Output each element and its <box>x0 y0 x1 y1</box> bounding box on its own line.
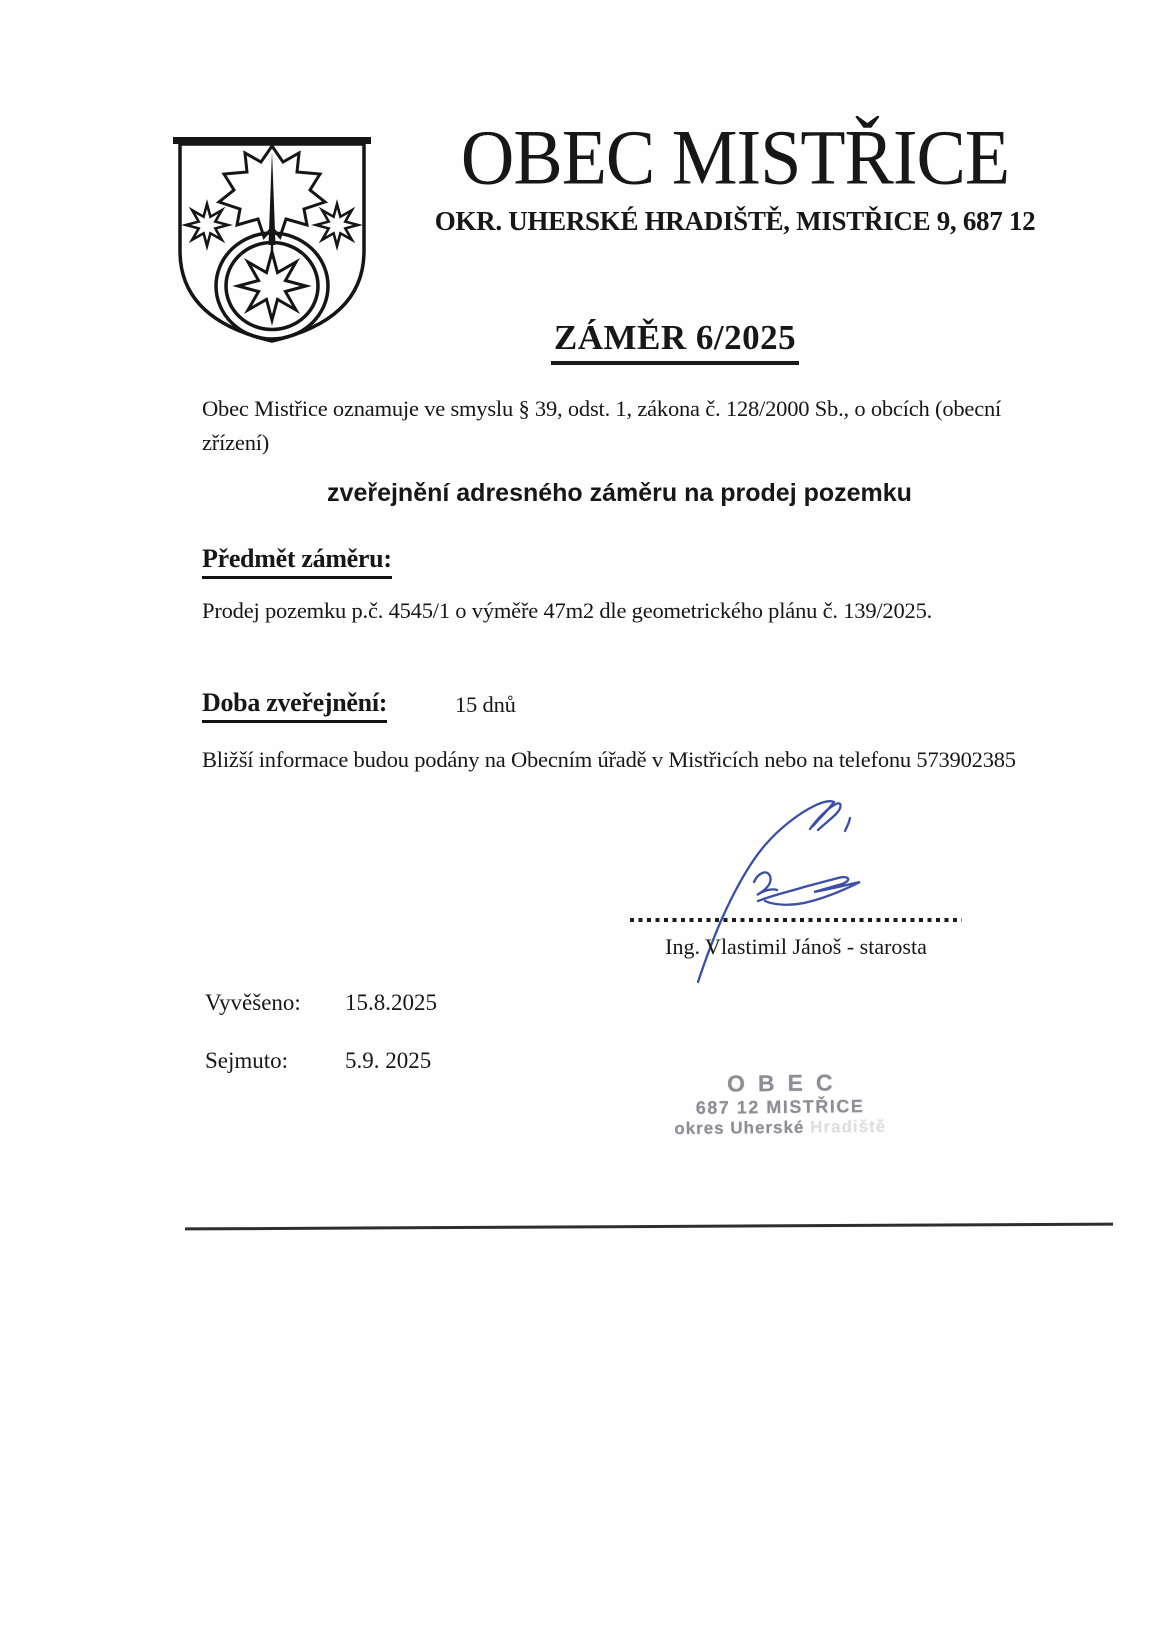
stamp-line-3 <box>652 1117 908 1140</box>
removed-label: Sejmuto: <box>205 1048 289 1073</box>
header-block <box>400 114 1070 237</box>
document-title-wrap <box>480 318 870 365</box>
star-right-icon <box>316 204 358 246</box>
signature-zigzag <box>758 877 860 905</box>
doba-section <box>202 688 387 723</box>
doba-label: Doba zveřejnění: <box>202 688 387 723</box>
address-line: OKR. UHERSKÉ HRADIŠTĚ, MISTŘICE 9, 687 12 <box>434 205 1036 236</box>
intro-line-1: Obec Mistřice oznamuje ve smyslu § 39, odst. 1, zákona č. 128/2000 Sb., o obcích (obecní <box>202 396 1002 421</box>
stamp-line-3-faded: Hradiště <box>810 1116 887 1137</box>
predmet-label: Předmět záměru: <box>202 544 392 579</box>
subject-line: zveřejnění adresného záměru na prodej pozemku <box>327 479 912 507</box>
bottom-rule <box>185 1223 1113 1231</box>
predmet-section <box>202 544 392 579</box>
predmet-text: Prodej pozemku p.č. 4545/1 o výměře 47m2 dle geometrického plánu č. 139/2025. <box>202 598 933 623</box>
municipality-name: OBEC MISTŘICE <box>460 114 1010 202</box>
intro-paragraph <box>202 392 1001 460</box>
signatory-name: Ing. Vlastimil Jánoš - starosta <box>665 934 927 959</box>
doba-value: 15 dnů <box>455 692 516 717</box>
document-title: ZÁMĚR 6/2025 <box>551 318 799 365</box>
posted-value: 15.8.2025 <box>345 990 437 1015</box>
stamp-line-2: 687 12 MISTŘICE <box>695 1096 865 1118</box>
signature-dotted-line <box>630 918 962 922</box>
stamp-line-1: OBEC <box>726 1069 846 1097</box>
signature-tick <box>845 818 850 831</box>
intro-line-2: zřízení) <box>202 430 270 455</box>
info-line: Bližší informace budou podány na Obecním úřadě v Mistřicích nebo na telefonu 573902385 <box>202 747 1016 772</box>
star-center-icon <box>238 252 306 320</box>
rubber-stamp <box>652 1069 909 1140</box>
signature-y-glyph <box>754 872 777 895</box>
signature-top-loop <box>810 803 841 830</box>
removed-value: 5.9. 2025 <box>345 1048 432 1073</box>
coat-of-arms-icon <box>173 133 371 347</box>
stamp-line-3-legible: okres Uherské <box>674 1117 805 1139</box>
star-left-icon <box>186 204 228 246</box>
posted-label: Vyvěšeno: <box>205 990 301 1015</box>
